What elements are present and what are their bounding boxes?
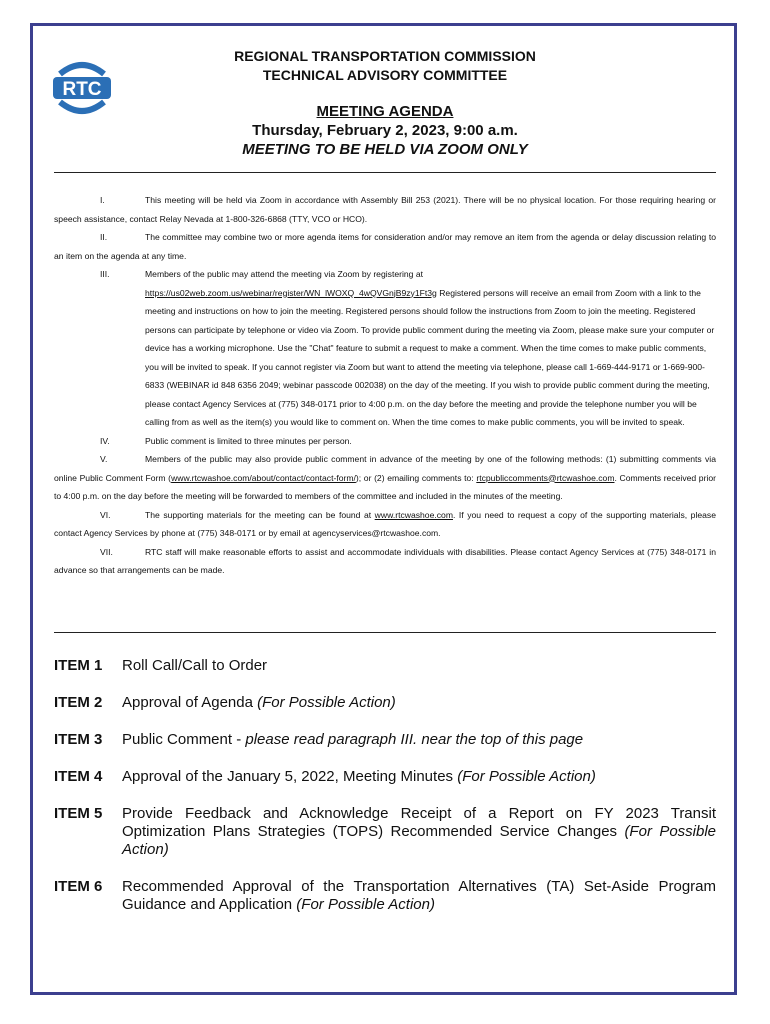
notice-6: VI. The supporting materials for the meeting can be found at www.rtcwashoe.com. If you need to request a copy of the supporting materials, please contact Agency Services by phone at (775) 348-0171 or by email at agencyservices@rtcwashoe.com. xyxy=(54,509,716,538)
notice-3: III. Members of the public may attend the meeting via Zoom by registering at https://us02web.zoom.us/webinar/register/WN_lWOXQ_4wQVGnjB9zy1Ft3g Registered persons will receive an email from Zoom with a link to the meeting and instructions on how to join the meeting. Registered persons should follow the instructions from Zoom to join the meeting. Registered persons can participate by telephone or video via Zoom. To provide public comment during the meeting via Zoom, please make sure your computer or device has a working microphone. Use the "Chat" feature to submit a request to make a comment. When the time comes to make public comments, you will be invited to speak. If you cannot register via Zoom but want to attend the meeting via telephone, please call 1-669-444-9171 or 1-669-900-6833 (WEBINAR id 848 6356 2049; webinar passcode 002038) on the day of the meeting. If you wish to provide public comment during the meeting, please contact Agency Services at (775) 348-0171 prior to 4:00 p.m. on the day before the meeting and provide the telephone number you will be calling from as well as the item(s) you would like to comment on. When the time comes to make public comments, you will be invited to speak. xyxy=(100,269,715,427)
agenda-items xyxy=(54,657,716,933)
committee-title: TECHNICAL ADVISORY COMMITTEE xyxy=(262,67,508,83)
agenda-item-5: ITEM 5 Provide Feedback and Acknowledge Receipt of a Report on FY 2023 Transit Optimization Plans Strategies (TOPS) Recommended Service Changes (For Possible Action) xyxy=(54,805,717,858)
divider-top xyxy=(54,172,716,173)
commission-title: REGIONAL TRANSPORTATION COMMISSION xyxy=(234,48,536,64)
agenda-item-2: ITEM 2 Approval of Agenda (For Possible Action) xyxy=(54,694,396,711)
notices xyxy=(54,191,716,580)
rtc-logo-text: RTC xyxy=(62,79,102,100)
notice-2: II. The committee may combine two or more agenda items for consideration and/or may remove an item from the agenda or delay discussion relating to an item on the agenda at any time. xyxy=(54,232,716,261)
divider-bottom xyxy=(54,632,716,633)
agenda-item-3: ITEM 3 Public Comment - please read paragraph III. near the top of this page xyxy=(54,731,584,748)
notice-7: VII. RTC staff will make reasonable efforts to assist and accommodate individuals with disabilities. Please contact Agency Services at (775) 348-0171 in advance so that arrangements can be made. xyxy=(54,546,716,575)
rtc-logo xyxy=(52,58,112,118)
agenda-item-4: ITEM 4 Approval of the January 5, 2022, Meeting Minutes (For Possible Action) xyxy=(54,768,596,785)
public-comments-email-link[interactable]: rtcpubliccomments@rtcwashoe.com xyxy=(476,472,615,483)
zoom-registration-link[interactable]: https://us02web.zoom.us/webinar/register/WN_lWOXQ_4wQVGnjB9zy1Ft3g xyxy=(145,287,437,298)
notice-1: I. This meeting will be held via Zoom in accordance with Assembly Bill 253 (2021). There will be no physical location. For those requiring hearing or speech assistance, contact Relay Nevada at 1-800-326-6868 (TTY, VCO or HCO). xyxy=(54,195,716,224)
contact-form-link[interactable]: www.rtcwashoe.com/about/contact/contact-form/ xyxy=(171,472,356,483)
notice-4: IV. Public comment is limited to three minutes per person. xyxy=(100,435,352,446)
agenda-title: MEETING AGENDA xyxy=(316,103,454,120)
zoom-only-note: MEETING TO BE HELD VIA ZOOM ONLY xyxy=(242,141,528,158)
agenda-item-1: ITEM 1 Roll Call/Call to Order xyxy=(54,657,268,674)
rtc-website-link[interactable]: www.rtcwashoe.com xyxy=(374,509,453,520)
agenda-item-6: ITEM 6 Recommended Approval of the Transportation Alternatives (TA) Set-Aside Program Guidance and Application (For Possible Action) xyxy=(54,878,716,913)
meeting-date: Thursday, February 2, 2023, 9:00 a.m. xyxy=(252,122,518,139)
notice-5: V. Members of the public may also provide public comment in advance of the meeting by one of the following methods: (1) submitting comments via online Public Comment Form (www.rtcwashoe.com/about/contact/contact-form/); or (2) emailing comments to: rtcpubliccomments@rtcwashoe.com. Comments received prior to 4:00 p.m. on the day before the meeting will be forwarded to members of the committee and included in the minutes of the meeting. xyxy=(54,454,717,501)
